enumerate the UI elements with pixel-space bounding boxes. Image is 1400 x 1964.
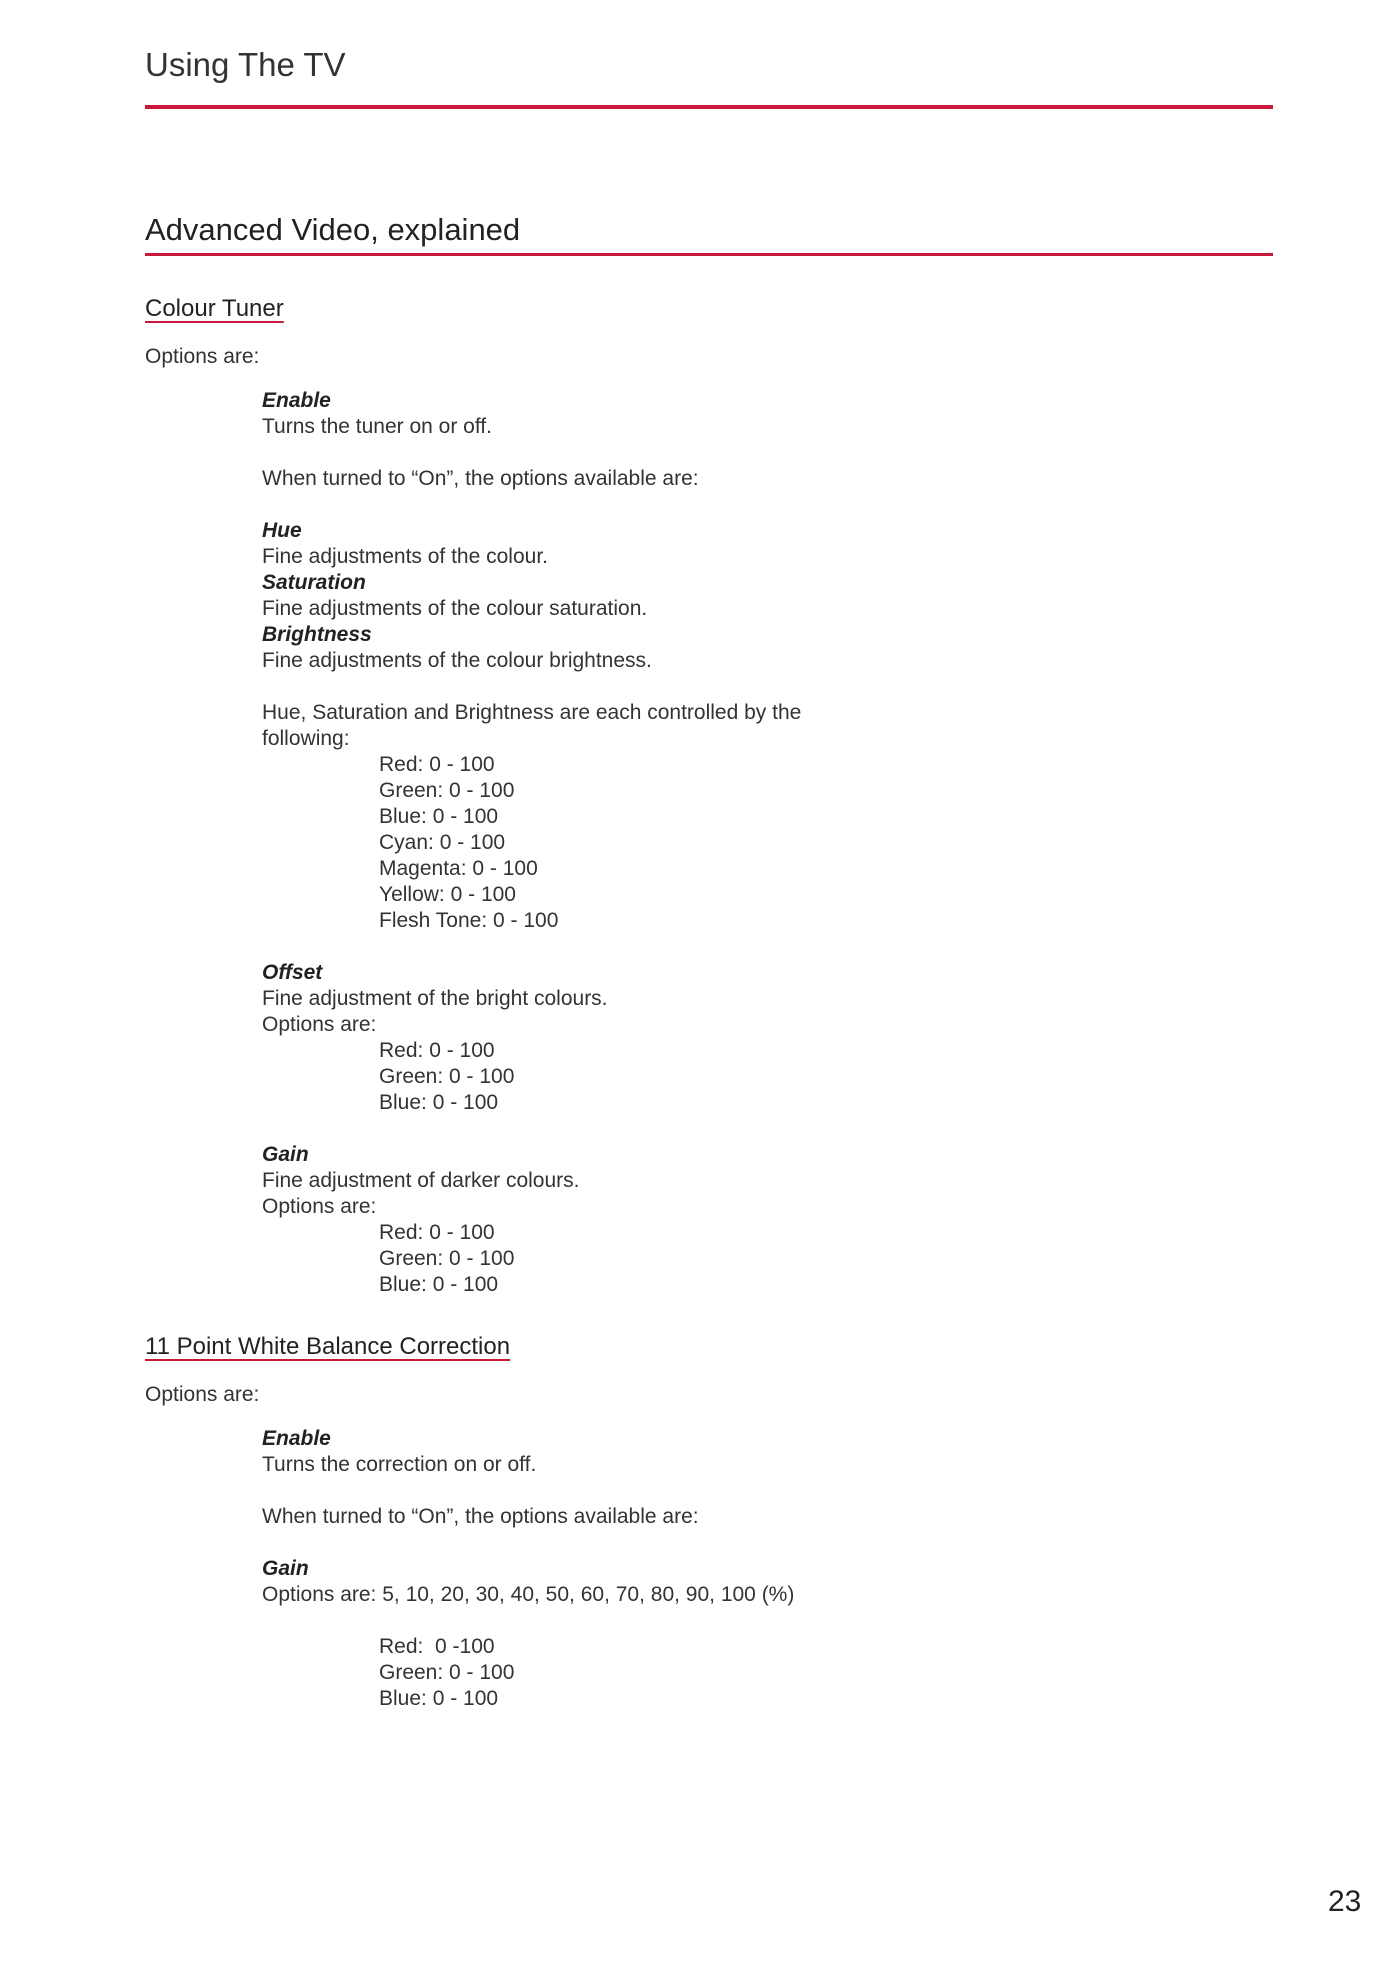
range-item: Magenta: 0 - 100 [379, 857, 538, 880]
range-item: Blue: 0 - 100 [379, 1687, 499, 1710]
controlled-by-line2: following: [262, 727, 350, 750]
colour-tuner-options [262, 388, 801, 1298]
colour-tuner-heading: Colour Tuner [145, 295, 284, 322]
range-item: Red: 0 - 100 [379, 753, 495, 776]
wb-enable-desc: Turns the correction on or off. [262, 1453, 537, 1476]
wb-gain-term: Gain [262, 1557, 309, 1580]
offset-options-label: Options are: [262, 1013, 377, 1036]
page-number: 23 [1328, 1885, 1362, 1918]
range-item: Yellow: 0 - 100 [379, 883, 516, 906]
brightness-desc: Fine adjustments of the colour brightness. [262, 649, 652, 672]
range-item: Blue: 0 - 100 [379, 1091, 499, 1114]
section-title: Advanced Video, explained [145, 212, 521, 247]
hue-term: Hue [262, 519, 302, 542]
range-item: Green: 0 - 100 [379, 1247, 515, 1270]
saturation-term: Saturation [262, 571, 366, 594]
range-item: Green: 0 - 100 [379, 1065, 515, 1088]
range-item: Green: 0 - 100 [379, 1661, 515, 1684]
gain-term: Gain [262, 1143, 309, 1166]
range-item: Flesh Tone: 0 - 100 [379, 909, 559, 932]
hue-desc: Fine adjustments of the colour. [262, 545, 548, 568]
controlled-by-line1: Hue, Saturation and Brightness are each controlled by the [262, 701, 802, 724]
range-item: Blue: 0 - 100 [379, 805, 499, 828]
colour-tuner-intro: Options are: [145, 345, 260, 368]
section-divider [145, 253, 1273, 256]
white-balance-intro: Options are: [145, 1383, 260, 1406]
range-item: Blue: 0 - 100 [379, 1273, 499, 1296]
range-item: Green: 0 - 100 [379, 779, 515, 802]
header-divider [145, 105, 1273, 109]
enable-desc: Turns the tuner on or off. [262, 415, 492, 438]
brightness-term: Brightness [262, 623, 372, 646]
saturation-desc: Fine adjustments of the colour saturation. [262, 597, 648, 620]
range-item: Red: 0 - 100 [379, 1221, 495, 1244]
offset-desc: Fine adjustment of the bright colours. [262, 987, 608, 1010]
gain-options-label: Options are: [262, 1195, 377, 1218]
offset-term: Offset [262, 961, 323, 984]
page-header-title: Using The TV [145, 46, 346, 83]
range-item: Red: 0 - 100 [379, 1039, 495, 1062]
white-balance-heading: 11 Point White Balance Correction [145, 1333, 511, 1360]
wb-enable-term: Enable [262, 1427, 331, 1450]
wb-enable-note: When turned to “On”, the options available are: [262, 1505, 699, 1528]
white-balance-options [262, 1426, 794, 1712]
range-item: Cyan: 0 - 100 [379, 831, 506, 854]
range-item: Red: 0 -100 [379, 1635, 495, 1658]
enable-note: When turned to “On”, the options available are: [262, 467, 699, 490]
enable-term: Enable [262, 389, 331, 412]
gain-desc: Fine adjustment of darker colours. [262, 1169, 580, 1192]
wb-gain-desc: Options are: 5, 10, 20, 30, 40, 50, 60, 70, 80, 90, 100 (%) [262, 1583, 795, 1606]
